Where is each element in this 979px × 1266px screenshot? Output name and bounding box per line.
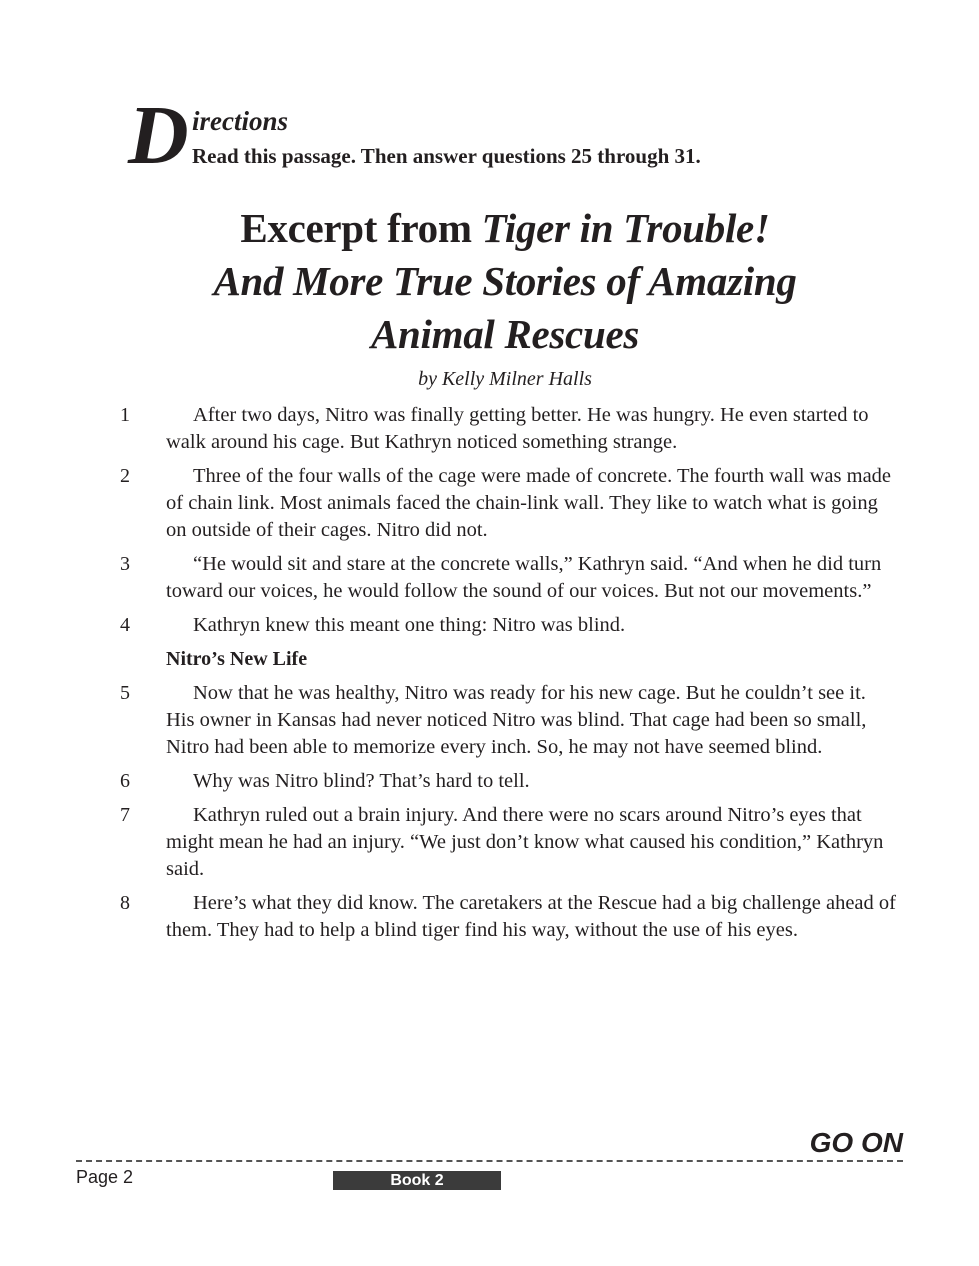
paragraph-text: Kathryn ruled out a brain injury. And there were no scars around Nitro’s eyes that might mean he had an injury. “We just don’t know what caused his condition,” Kathryn said. bbox=[166, 804, 884, 880]
paragraph-text: After two days, Nitro was finally getting better. He was hungry. He even started to walk around his cage. But Kathryn noticed something strange. bbox=[166, 404, 869, 453]
paragraph-number: 4 bbox=[120, 614, 130, 636]
paragraph-text: Three of the four walls of the cage were made of concrete. The fourth wall was made of chain link. Most animals faced the chain-link wall. They like to watch what is going on outside of their cages. Nitro did not. bbox=[166, 465, 892, 541]
directions-text: Read this passage. Then answer questions 25 through 31. bbox=[192, 144, 701, 168]
directions-block bbox=[128, 89, 888, 182]
title-line-2 bbox=[100, 255, 910, 308]
page-number: Page 2 bbox=[76, 1167, 134, 1187]
byline: by Kelly Milner Halls bbox=[418, 368, 592, 390]
title-line-1 bbox=[100, 202, 910, 255]
footer-divider bbox=[76, 1160, 903, 1162]
paragraph-2 bbox=[120, 463, 896, 544]
title-line-3-text: Animal Rescues bbox=[370, 311, 640, 357]
go-on-indicator: GO ON bbox=[809, 1127, 903, 1158]
title-line-3 bbox=[100, 308, 910, 361]
paragraph-number: 2 bbox=[120, 465, 130, 487]
title-book-name: Tiger in Trouble! bbox=[481, 205, 770, 251]
paragraph-6 bbox=[120, 768, 896, 795]
paragraph-5 bbox=[120, 680, 896, 761]
paragraph-4 bbox=[120, 612, 896, 639]
paragraph-number: 5 bbox=[120, 682, 130, 704]
paragraph-text: Kathryn knew this meant one thing: Nitro was blind. bbox=[193, 614, 626, 636]
passage-title-block bbox=[100, 202, 910, 391]
paragraph-text: Why was Nitro blind? That’s hard to tell. bbox=[193, 770, 530, 792]
paragraph-1 bbox=[120, 402, 896, 456]
directions-drop-cap: D bbox=[128, 89, 187, 182]
paragraph-text: Now that he was healthy, Nitro was ready for his new cage. But he couldn’t see it. His owner in Kansas had never noticed Nitro was blind. That cage had been so small, Nitro had been able to memorize every inch. So, he may not have seemed blind. bbox=[166, 682, 867, 758]
title-line-2-text: And More True Stories of Amazing bbox=[213, 258, 797, 304]
paragraph-text: “He would sit and stare at the concrete walls,” Kathryn said. “And when he did turn toward our voices, he would follow the sound of our voices. But not our movements.” bbox=[166, 553, 882, 602]
directions-heading: irections bbox=[192, 106, 289, 136]
book-label: Book 2 bbox=[333, 1171, 501, 1190]
paragraph-text: Here’s what they did know. The caretakers at the Rescue had a big challenge ahead of them. They had to help a blind tiger find his way, without the use of his eyes. bbox=[166, 892, 896, 941]
paragraph-8 bbox=[120, 890, 896, 944]
paragraph-number: 1 bbox=[120, 404, 130, 426]
title-prefix: Excerpt from bbox=[240, 205, 482, 251]
paragraph-number: 8 bbox=[120, 892, 130, 914]
section-subheading: Nitro’s New Life bbox=[166, 648, 308, 670]
paragraph-3 bbox=[120, 551, 896, 605]
passage-body bbox=[0, 402, 979, 951]
paragraph-number: 6 bbox=[120, 770, 130, 792]
paragraph-number: 3 bbox=[120, 553, 130, 575]
paragraph-7 bbox=[120, 802, 896, 883]
paragraph-number: 7 bbox=[120, 804, 130, 826]
